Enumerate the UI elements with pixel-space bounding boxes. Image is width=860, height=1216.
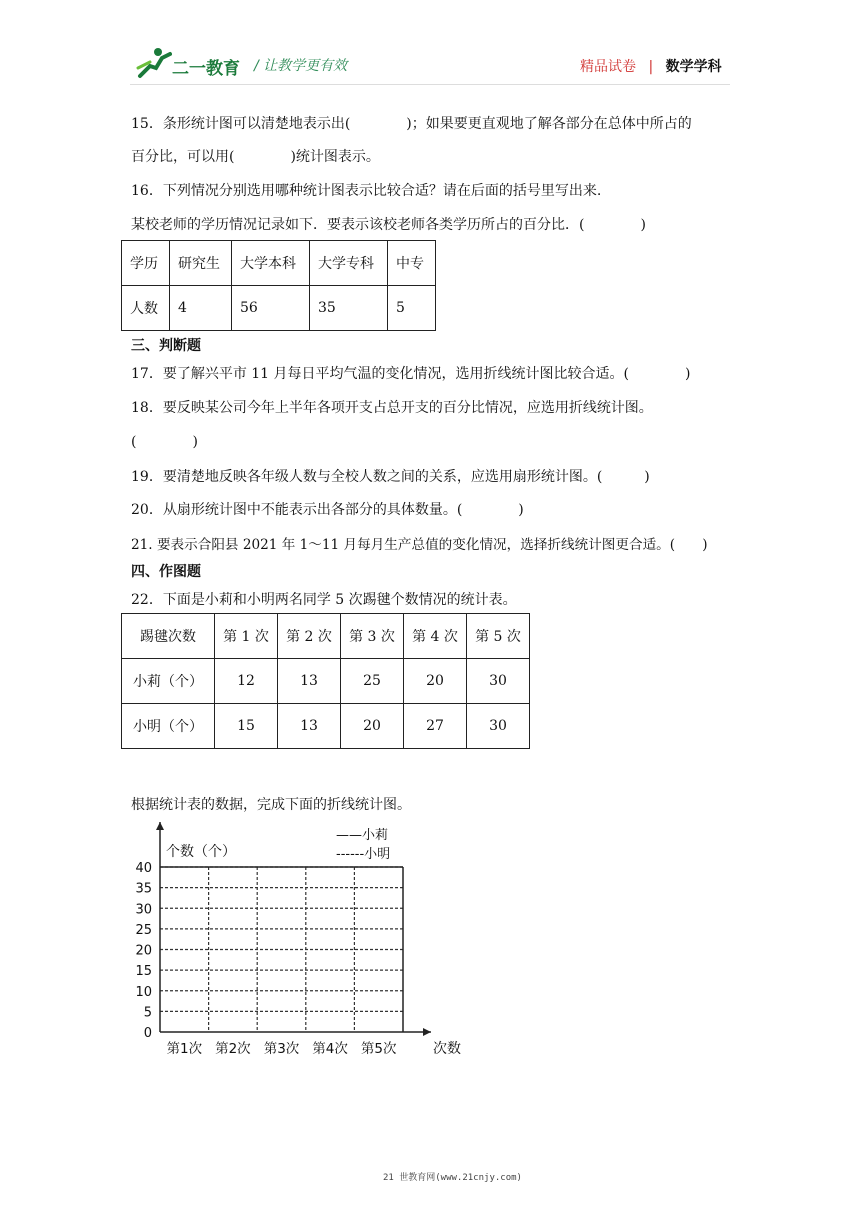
x-tick-label: 第3次: [263, 1041, 300, 1057]
x-tick-label: 第2次: [215, 1041, 251, 1057]
table-header-cell: 第 1 次: [215, 614, 278, 659]
chart-instruction: 根据统计表的数据，完成下面的折线统计图。: [131, 797, 411, 813]
table-cell: 4: [170, 286, 232, 331]
header-rule: [130, 84, 730, 85]
q16-line2: 某校老师的学历情况记录如下．要表示该校老师各类学历所占的百分比．( ): [131, 217, 646, 233]
page-footer: 21 世教育网(www.21cnjy.com): [383, 1173, 522, 1183]
q22: 22．下面是小莉和小明两名同学 5 次踢毽个数情况的统计表。: [131, 592, 517, 608]
table-cell: 27: [404, 704, 467, 749]
table-cell: 30: [467, 659, 530, 704]
table-cell: 学历: [122, 241, 170, 286]
y-tick-label: 10: [135, 984, 152, 1000]
y-tick-label: 5: [143, 1005, 152, 1021]
header-label: 精品试卷: [580, 59, 636, 75]
education-table: [121, 240, 436, 331]
y-tick-label: 0: [143, 1026, 152, 1041]
q16-line1: 16．下列情况分别选用哪种统计图表示比较合适？请在后面的括号里写出来.: [131, 183, 602, 199]
y-tick-label: 40: [135, 861, 152, 876]
table-cell: 20: [404, 659, 467, 704]
table-header-cell: 第 5 次: [467, 614, 530, 659]
table-header-cell: 第 3 次: [341, 614, 404, 659]
x-axis-arrow: [423, 1028, 431, 1036]
legend-item-xiaoli: ——小莉: [336, 828, 389, 843]
x-tick-label: 第5次: [360, 1041, 397, 1057]
table-cell: 12: [215, 659, 278, 704]
y-tick-label: 15: [135, 964, 152, 980]
x-tick-label: 第4次: [312, 1041, 348, 1057]
table-cell: 13: [278, 704, 341, 749]
y-axis-label: 个数（个）: [166, 844, 236, 860]
line-chart: [125, 822, 461, 1062]
q18-line2: ( ): [131, 434, 198, 450]
table-cell: 研究生: [170, 241, 232, 286]
y-axis-arrow: [156, 822, 164, 830]
header-separator: |: [648, 59, 654, 75]
q18-line1: 18．要反映某公司今年上半年各项开支占总开支的百分比情况，应选用折线统计图。: [131, 400, 653, 416]
header-right: [580, 56, 722, 76]
q21: 21. 要表示合阳县 2021 年 1～11 月每月生产总值的变化情况，选择折线统计图更合适。( ): [131, 537, 708, 553]
table-cell: 25: [341, 659, 404, 704]
table-header-cell: 第 2 次: [278, 614, 341, 659]
q20: 20．从扇形统计图中不能表示出各部分的具体数量。( ): [131, 502, 524, 518]
shuttlecock-table: [121, 613, 530, 749]
section-3-heading: 三、判断题: [131, 338, 201, 354]
table-cell: 小莉（个）: [122, 659, 215, 704]
q15-line2: 百分比，可以用( )统计图表示。: [131, 149, 380, 165]
logo-text: 二一教育: [172, 59, 240, 79]
x-tick-label: 第1次: [166, 1041, 203, 1057]
y-tick-label: 25: [135, 922, 152, 938]
table-cell: 中专: [388, 241, 436, 286]
y-tick-label: 35: [135, 881, 152, 897]
section-4-heading: 四、作图题: [131, 564, 201, 580]
legend-item-xiaoming: ------小明: [336, 847, 391, 862]
runner-logo-icon: [136, 46, 172, 80]
table-cell: 56: [232, 286, 310, 331]
table-cell: 大学本科: [232, 241, 310, 286]
header-slogan: / 让教学更有效: [254, 58, 348, 74]
table-cell: 5: [388, 286, 436, 331]
y-tick-label: 20: [135, 943, 152, 959]
table-cell: 小明（个）: [122, 704, 215, 749]
table-cell: 15: [215, 704, 278, 749]
table-header-cell: 踢毽次数: [122, 614, 215, 659]
table-cell: 20: [341, 704, 404, 749]
q15-line1: 15．条形统计图可以清楚地表示出( )；如果要更直观地了解各部分在总体中所占的: [131, 116, 692, 132]
q17: 17．要了解兴平市 11 月每日平均气温的变化情况，选用折线统计图比较合适。( ): [131, 366, 691, 382]
logo: [136, 46, 246, 80]
table-cell: 30: [467, 704, 530, 749]
table-cell: 35: [310, 286, 388, 331]
header-subject: 数学学科: [665, 59, 722, 75]
table-cell: 13: [278, 659, 341, 704]
x-axis-label: 次数: [433, 1041, 461, 1057]
table-cell: 人数: [122, 286, 170, 331]
table-cell: 大学专科: [310, 241, 388, 286]
table-header-cell: 第 4 次: [404, 614, 467, 659]
y-tick-label: 30: [135, 902, 152, 918]
q19: 19．要清楚地反映各年级人数与全校人数之间的关系，应选用扇形统计图。( ): [131, 469, 650, 485]
